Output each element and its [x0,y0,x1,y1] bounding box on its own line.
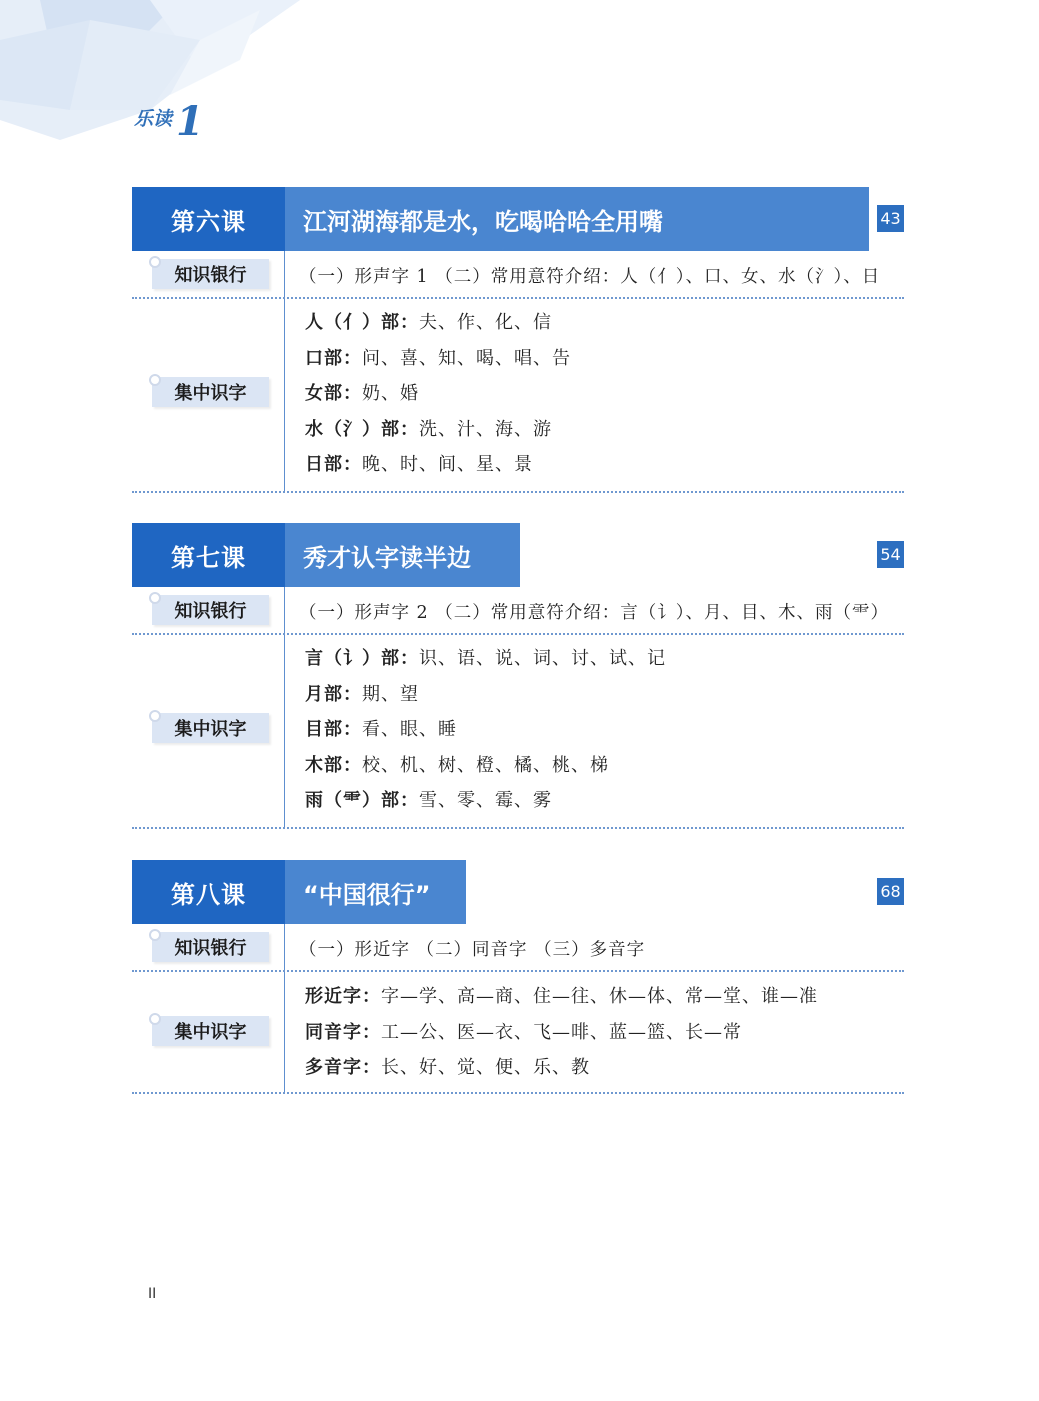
character-items: 夫、作、化、信 [419,312,552,333]
radical-label: 目部： [305,719,362,740]
page-number-badge[interactable]: 54 [877,541,904,568]
character-line [305,641,666,677]
lesson-number: 第八课 [132,860,285,924]
radical-label: 木部： [305,754,362,776]
radical-label: 女部： [305,383,362,404]
character-items: 奶、婚 [362,383,419,404]
character-items: 工—公、医—衣、飞—啡、蓝—篮、长—常 [381,1021,742,1043]
knowledge-text: （一）形声字 2 （二）常用意符介绍：言（讠）、月、目、木、雨（⻗） [299,603,890,623]
character-list [305,641,666,819]
character-line [305,1015,818,1051]
radical-label: 月部： [305,683,362,705]
book-name: 乐读 [134,108,173,130]
lesson-title[interactable]: 江河湖海都是水，吃喝哈哈全用嘴 [285,187,869,251]
lesson-number: 第七课 [132,523,285,587]
character-items: 洗、汁、海、游 [419,418,552,440]
radical-label: 日部： [305,454,362,475]
character-items: 晚、时、间、星、景 [362,454,533,475]
lesson-6 [132,187,904,493]
lesson-title[interactable]: “中国很行” [285,860,466,924]
knowledge-text: （一）形近字 （二）同音字 （三）多音字 [299,940,646,960]
category-label: 形近字： [305,986,381,1007]
character-list [305,979,818,1086]
character-list [305,305,571,483]
knowledge-text: （一）形声字 1 （二）常用意符介绍：人（亻）、口、女、水（氵）、日 [299,267,881,287]
page-number-badge[interactable]: 43 [877,205,904,232]
lesson-title[interactable]: 秀才认字读半边 [285,523,520,587]
character-items: 识、语、说、词、讨、试、记 [419,648,666,669]
knowledge-row [132,587,904,635]
character-items: 校、机、树、橙、橘、桃、梯 [362,754,609,776]
focused-characters-tag: 集中识字 [152,377,269,407]
category-label: 多音字： [305,1057,381,1078]
knowledge-bank-tag: 知识银行 [152,595,269,625]
lesson-header [132,187,904,251]
characters-row [132,635,904,829]
page-number-badge[interactable]: 68 [877,878,904,905]
character-line [305,712,666,748]
character-items: 长、好、觉、便、乐、教 [381,1057,590,1078]
character-line [305,748,666,784]
knowledge-row [132,251,904,299]
character-line [305,1050,818,1086]
character-line [305,447,571,483]
footer-page-number: II [148,1286,157,1302]
focused-characters-tag: 集中识字 [152,1016,269,1046]
character-line [305,979,818,1015]
knowledge-row [132,924,904,972]
character-line [305,341,571,377]
book-title [134,88,204,145]
knowledge-bank-tag: 知识银行 [152,259,269,289]
character-line [305,305,571,341]
lesson-8 [132,860,904,1094]
character-items: 问、喜、知、喝、唱、告 [362,347,571,369]
characters-row [132,972,904,1094]
character-line [305,677,666,713]
category-label: 同音字： [305,1021,381,1043]
character-line [305,376,571,412]
lesson-7 [132,523,904,829]
character-line [305,783,666,819]
book-number: 1 [176,98,204,145]
character-line [305,412,571,448]
radical-label: 口部： [305,347,362,369]
lesson-header [132,860,904,924]
focused-characters-tag: 集中识字 [152,713,269,743]
character-items: 字—学、高—商、住—往、休—体、常—堂、谁—准 [381,986,818,1007]
radical-label: 人（亻）部： [305,312,419,333]
knowledge-bank-tag: 知识银行 [152,932,269,962]
radical-label: 水（氵）部： [305,418,419,440]
radical-label: 雨（⻗）部： [305,790,419,811]
lesson-number: 第六课 [132,187,285,251]
characters-row [132,299,904,493]
lesson-header [132,523,904,587]
character-items: 看、眼、睡 [362,719,457,740]
character-items: 期、望 [362,683,419,705]
radical-label: 言（讠）部： [305,648,419,669]
character-items: 雪、零、霉、雾 [419,790,552,811]
